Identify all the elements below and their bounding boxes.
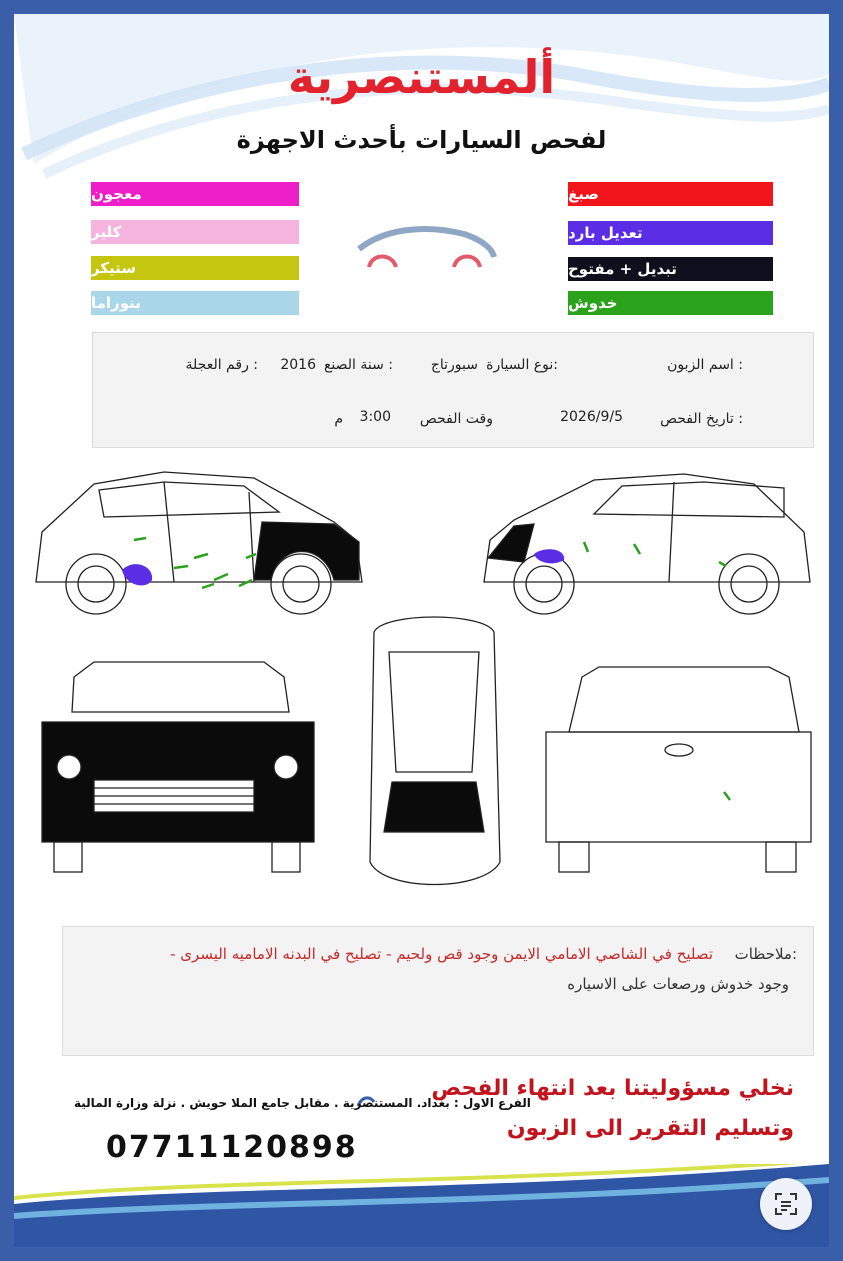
notes-box [62,926,814,1056]
slogan-line-1: نخلي مسؤوليتنا بعد انتهاء الفحص [431,1076,794,1101]
time-unit: م [334,411,343,427]
time-label: وقت الفحص [419,411,493,427]
car-logo-icon [354,219,499,269]
customer-label: اسم الزبون : [667,357,743,373]
phone-number: 07711120898 [106,1130,358,1165]
page-subtitle: لفحص السيارات بأحدث الاجهزة [236,126,607,154]
notes-label: ملاحظات: [734,945,797,963]
car-top-view [370,617,500,885]
year-value: 2016 [280,357,316,373]
legend-paint: صبغ [568,182,773,206]
legend-scratches: خدوش [568,291,773,315]
date-value: 2026/9/5 [560,409,623,425]
scan-text-button[interactable] [760,1178,812,1230]
date-label: تاريخ الفحص : [660,411,743,427]
year-label: سنة الصنع : [323,357,393,373]
time-value: 3:00 [359,409,391,425]
car-type-label: نوع السيارة: [486,357,558,373]
notes-line-2: وجود خدوش ورصعات على الاسياره [567,975,789,993]
legend-replaced: تبديل + مفتوح [568,257,773,281]
car-damage-diagram [14,462,829,902]
legend-clear: كلير [91,220,299,244]
chassis-label: رقم العجلة : [185,357,258,373]
scan-text-icon [760,1178,812,1230]
vehicle-info-box [92,332,814,448]
legend-putty: معجون [91,182,299,206]
legend-cold-repair: تعديل بارد [568,221,773,245]
page-title: ألمستنصرية [287,50,556,104]
legend-sticker: ستيكر [91,256,299,280]
legend-panorama: بنوراما [91,291,299,315]
inspection-report [14,14,829,1247]
branch-address: الفرع الاول : بغداد. المستنصرية . مقابل جامع الملا حويش . نزلة وزارة المالية [74,1096,531,1110]
car-front-view [42,662,314,872]
car-rear-view [546,667,811,872]
footer-wave [14,1164,829,1247]
notes-line-1: تصليح في الشاصي الامامي الايمن وجود قص ولحيم - تصليح في البدنه الاماميه اليسرى - [170,945,713,963]
car-type-value: سبورتاج [430,357,478,373]
slogan-line-2: وتسليم التقرير الى الزبون [506,1116,794,1141]
car-right-side-view [484,474,810,614]
car-left-side-view [36,472,362,614]
